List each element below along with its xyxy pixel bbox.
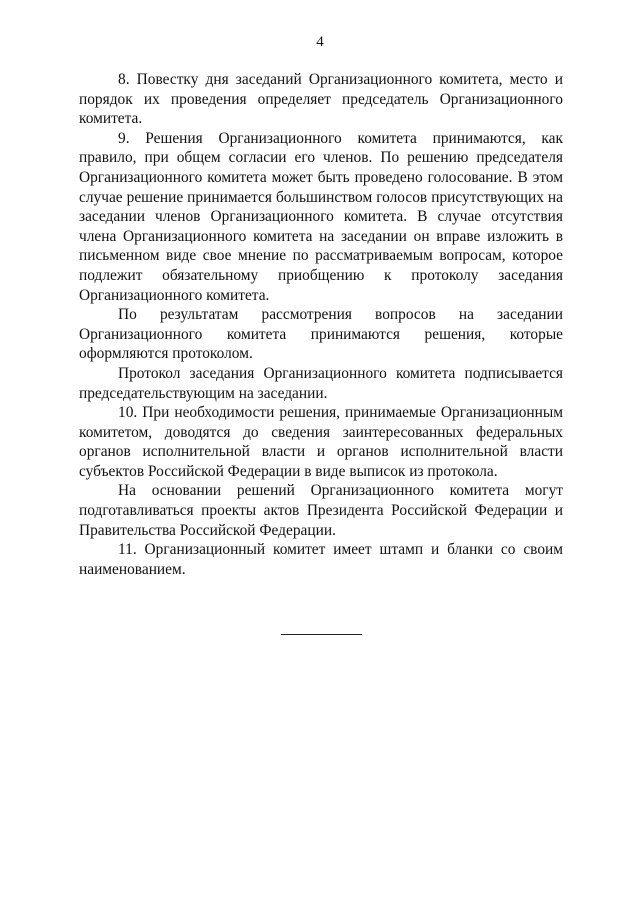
paragraph-10-notification: 10. При необходимости решения, принимаемые Организационным комитетом, доводятся до сведения заинтересованных федеральных органов исполнительной власти и органов исполнительной власти субъектов Российской Федерации в виде выписок из протокола. bbox=[79, 404, 563, 480]
closing-divider-line bbox=[281, 634, 362, 635]
paragraph-results-protocol: По результатам рассмотрения вопросов на заседании Организационного комитета принимаются решения, которые оформляются протоколом. bbox=[79, 306, 563, 363]
paragraph-draft-acts: На основании решений Организационного комитета могут подготавливаться проекты актов Президента Российской Федерации и Правительства Российской Федерации. bbox=[79, 482, 563, 539]
paragraph-protocol-signing: Протокол заседания Организационного комитета подписывается председательствующим на заседании. bbox=[79, 364, 563, 402]
paragraph-8-agenda: 8. Повестку дня заседаний Организационного комитета, место и порядок их проведения определяет председатель Организационного комитета. bbox=[79, 71, 563, 128]
document-body bbox=[79, 70, 563, 579]
page-number: 4 bbox=[316, 34, 324, 50]
paragraph-9-decisions: 9. Решения Организационного комитета принимаются, как правило, при общем согласии его членов. По решению председателя Организационного комитета может быть проведено голосование. В этом случае решение принимается большинством голосов присутствующих на заседании членов Организационного комитета. В случае отсутствия члена Организационного комитета на заседании он вправе изложить в письменном виде свое мнение по рассматриваемым вопросам, которое подлежит обязательному приобщению к протоколу заседания Организационного комитета. bbox=[79, 129, 563, 304]
paragraph-11-stamp: 11. Организационный комитет имеет штамп и бланки со своим наименованием. bbox=[79, 541, 563, 578]
